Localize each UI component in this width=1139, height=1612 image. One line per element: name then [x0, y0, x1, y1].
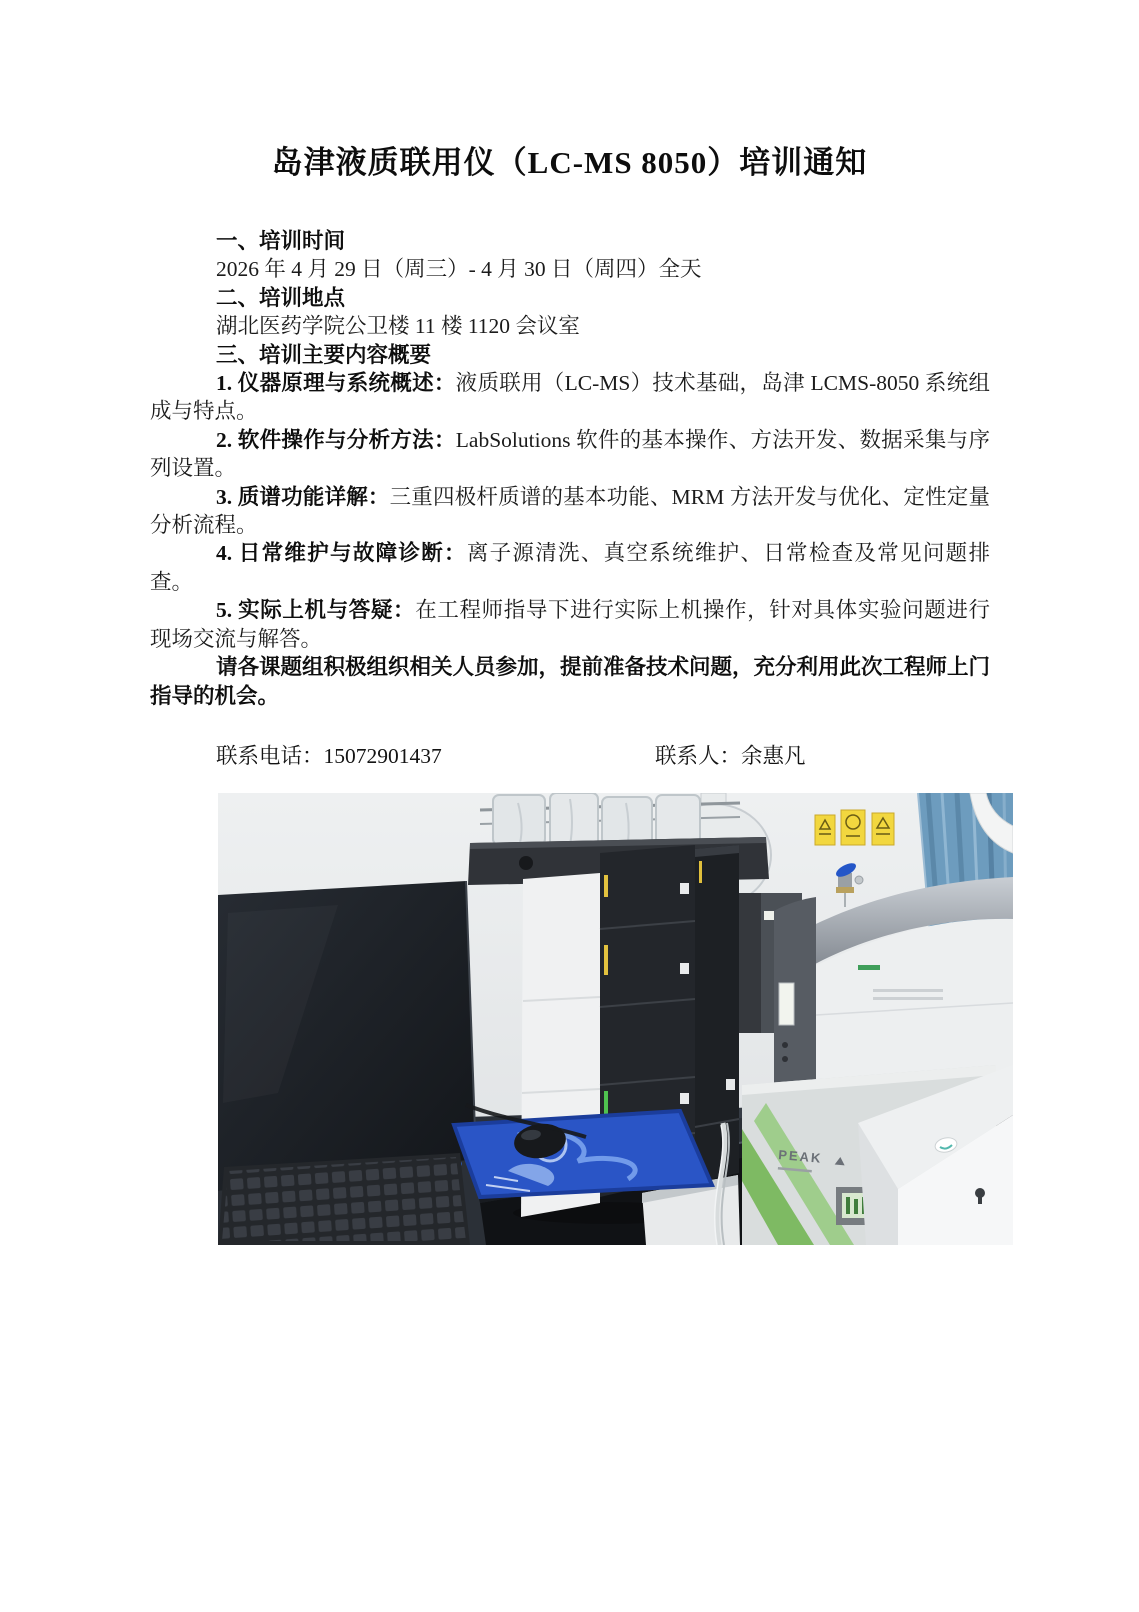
paragraph-text: 二、培训地点 — [216, 285, 346, 310]
peak-logo-text: PEAK — [777, 1147, 824, 1166]
contact-person-name: 余惠凡 — [741, 743, 806, 768]
contact-phone-label: 联系电话： — [216, 743, 324, 768]
item-body: 在工程师指导下进行实际上机操作，针对具体实验问题进行现场交流与解答。 — [150, 598, 990, 651]
paragraph-training-location — [150, 312, 990, 340]
item-lead: 1. 仪器原理与系统概述： — [216, 371, 456, 396]
contact-phone — [216, 742, 442, 771]
paragraph-text: 湖北医药学院公卫楼 11 楼 1120 会议室 — [216, 314, 580, 339]
item-body: 液质联用（LC-MS）技术基础，岛津 LCMS-8050 系统组成与特点。 — [150, 371, 990, 424]
keyboard — [218, 1153, 470, 1245]
mousepad — [454, 1111, 712, 1197]
paragraph-item-5 — [150, 596, 990, 653]
equipment-photo-illustration — [218, 793, 1013, 1245]
status-led-yellow — [604, 875, 608, 897]
paragraph-item-1 — [150, 369, 990, 426]
contact-person — [655, 742, 806, 771]
page-title: 岛津液质联用仪（LC-MS 8050）培训通知 — [271, 145, 868, 180]
status-led-yellow — [604, 945, 608, 975]
status-led-yellow — [699, 861, 702, 883]
item-lead: 4. 日常维护与故障诊断： — [216, 541, 467, 566]
item-lead: 2. 软件操作与分析方法： — [216, 427, 456, 452]
paragraph-item-4 — [150, 539, 990, 596]
contact-phone-number: 15072901437 — [323, 743, 442, 768]
paragraph-item-2 — [150, 426, 990, 483]
paragraph-training-time — [150, 255, 990, 283]
equipment-photo — [218, 793, 1013, 1245]
document-body — [150, 227, 990, 710]
paragraph-text: 请各课题组积极组织相关人员参加，提前准备技术问题，充分利用此次工程师上门指导的机会。 — [150, 655, 991, 708]
item-body: 三重四极杆质谱的基本功能、MRM 方法开发与优化、定性定量分析流程。 — [150, 484, 990, 538]
item-body: LabSolutions 软件的基本操作、方法开发、数据采集与序列设置。 — [150, 427, 990, 481]
paragraph-section2-heading — [150, 284, 990, 312]
paragraph-section3-heading — [150, 341, 990, 369]
contact-line — [150, 742, 990, 771]
paragraph-text: 三、培训主要内容概要 — [216, 342, 432, 367]
paragraph-section1-heading — [150, 227, 990, 255]
warning-signs — [815, 810, 894, 845]
item-body: 离子源清洗、真空系统维护、日常检查及常见问题排查。 — [150, 541, 990, 594]
paragraph-text: 一、培训时间 — [216, 229, 346, 253]
paragraph-item-3 — [150, 483, 990, 540]
contact-person-label: 联系人： — [655, 743, 742, 768]
instrument-logo-mark — [858, 965, 880, 970]
paragraph-closing-note — [150, 653, 990, 710]
item-lead: 5. 实际上机与答疑： — [216, 598, 416, 623]
item-lead: 3. 质谱功能详解： — [216, 484, 390, 509]
paragraph-text: 2026 年 4 月 29 日（周三）- 4 月 30 日（周四）全天 — [216, 257, 702, 282]
